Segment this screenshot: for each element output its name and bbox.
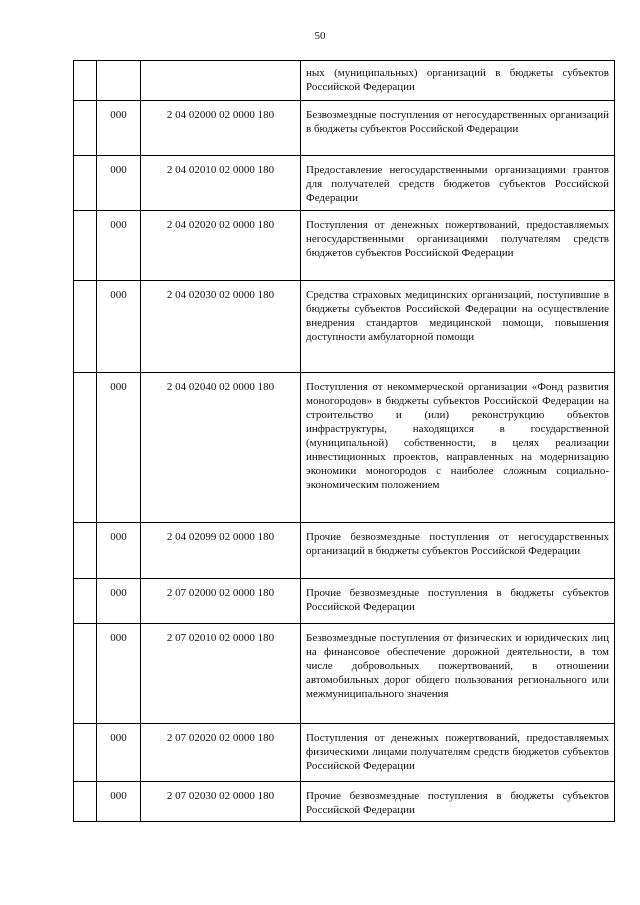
description-cell: Предоставление негосударственными организациями грантов для получателей средств бюджетов субъектов Российской Федерации (301, 156, 615, 211)
budget-code-cell: 2 04 02030 02 0000 180 (141, 281, 301, 373)
empty-cell (74, 61, 97, 101)
description-cell: Средства страховых медицинских организаций, поступившие в бюджеты субъектов Российской Федерации на осуществление внедрения стандартов медицинской помощи, повышения доступности амбулаторной помощи (301, 281, 615, 373)
description-cell: ных (муниципальных) организаций в бюджеты субъектов Российской Федерации (301, 61, 615, 101)
table-row (74, 523, 615, 579)
table-row (74, 724, 615, 782)
table-row (74, 211, 615, 281)
empty-cell (74, 523, 97, 579)
empty-cell (74, 281, 97, 373)
budget-code-cell: 2 04 02010 02 0000 180 (141, 156, 301, 211)
admin-code-cell (97, 61, 141, 101)
budget-code-cell (141, 61, 301, 101)
table-row (74, 281, 615, 373)
table-row (74, 624, 615, 724)
empty-cell (74, 579, 97, 624)
admin-code-cell: 000 (97, 624, 141, 724)
empty-cell (74, 724, 97, 782)
empty-cell (74, 624, 97, 724)
budget-code-cell: 2 07 02030 02 0000 180 (141, 782, 301, 822)
description-cell: Безвозмездные поступления от негосударственных организаций в бюджеты субъектов Российской Федерации (301, 101, 615, 156)
page-number: 50 (314, 30, 326, 42)
description-cell: Поступления от некоммерческой организации «Фонд развития моногородов» в бюджеты субъектов Российской Федерации на строительство и (или) реконструкцию объектов инфраструктуры, находящихся в государственной (муниципальной) собственности, в целях реализации инвестиционных проектов, направленных на модернизацию экономики моногородов с наиболее сложным социально-экономическим положением (301, 373, 615, 523)
admin-code-cell: 000 (97, 523, 141, 579)
admin-code-cell: 000 (97, 281, 141, 373)
table-row (74, 373, 615, 523)
description-cell: Безвозмездные поступления от физических и юридических лиц на финансовое обеспечение дорожной деятельности, в том числе добровольных пожертвований, в отношении автомобильных дорог общего пользования регионального или межмуниципального значения (301, 624, 615, 724)
budget-code-cell: 2 07 02010 02 0000 180 (141, 624, 301, 724)
description-cell: Поступления от денежных пожертвований, предоставляемых физическими лицами получателям средств бюджетов субъектов Российской Федерации (301, 724, 615, 782)
admin-code-cell: 000 (97, 782, 141, 822)
description-cell: Поступления от денежных пожертвований, предоставляемых негосударственными организациями получателям средств бюджетов субъектов Российской Федерации (301, 211, 615, 281)
budget-code-cell: 2 04 02099 02 0000 180 (141, 523, 301, 579)
budget-code-cell: 2 04 02020 02 0000 180 (141, 211, 301, 281)
table-row (74, 101, 615, 156)
budget-code-cell: 2 04 02000 02 0000 180 (141, 101, 301, 156)
budget-code-cell: 2 04 02040 02 0000 180 (141, 373, 301, 523)
table-row (74, 579, 615, 624)
empty-cell (74, 156, 97, 211)
table-row (74, 61, 615, 101)
admin-code-cell: 000 (97, 579, 141, 624)
empty-cell (74, 101, 97, 156)
budget-code-cell: 2 07 02000 02 0000 180 (141, 579, 301, 624)
empty-cell (74, 211, 97, 281)
empty-cell (74, 782, 97, 822)
admin-code-cell: 000 (97, 101, 141, 156)
table-row (74, 156, 615, 211)
admin-code-cell: 000 (97, 211, 141, 281)
admin-code-cell: 000 (97, 724, 141, 782)
admin-code-cell: 000 (97, 373, 141, 523)
empty-cell (74, 373, 97, 523)
description-cell: Прочие безвозмездные поступления в бюджеты субъектов Российской Федерации (301, 579, 615, 624)
budget-classification-table (73, 60, 615, 822)
admin-code-cell: 000 (97, 156, 141, 211)
description-cell: Прочие безвозмездные поступления от негосударственных организаций в бюджеты субъектов Российской Федерации (301, 523, 615, 579)
budget-code-cell: 2 07 02020 02 0000 180 (141, 724, 301, 782)
table-row (74, 782, 615, 822)
description-cell: Прочие безвозмездные поступления в бюджеты субъектов Российской Федерации (301, 782, 615, 822)
